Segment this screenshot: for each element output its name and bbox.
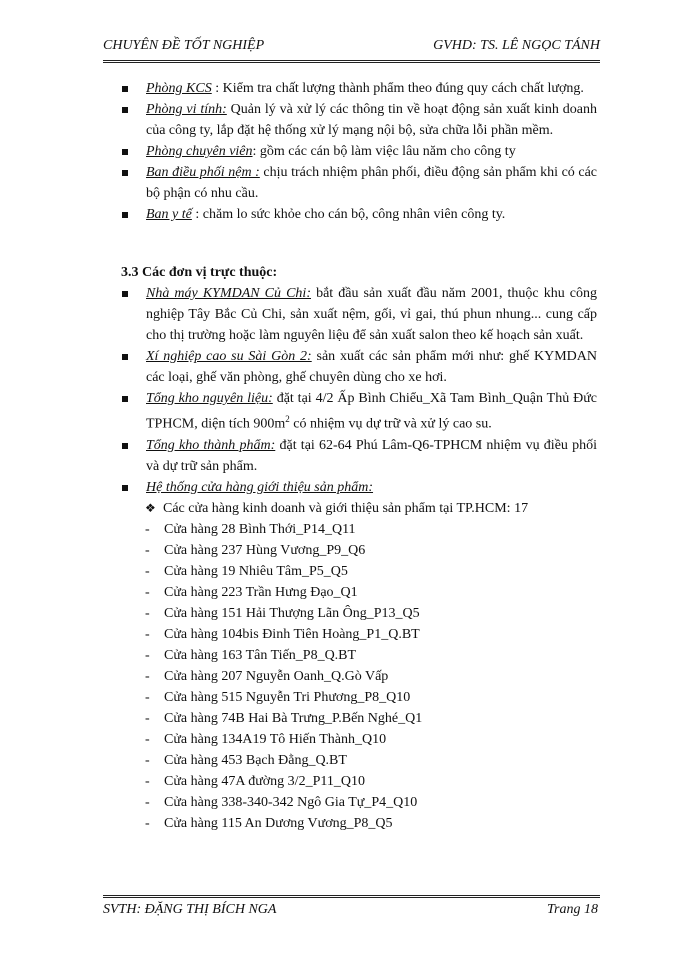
square-bullet-icon	[122, 86, 128, 92]
dash-bullet-icon: -	[145, 689, 150, 705]
list-item	[121, 561, 597, 582]
dash-bullet-icon: -	[145, 584, 150, 600]
bullet-text: đặt tại 62-64 Phú Lâm-Q6-TPHCM nhiệm vụ điều phối và dự trữ sản phẩm.	[146, 437, 598, 474]
department-list	[121, 78, 597, 225]
list-item	[121, 603, 597, 624]
footer-rule	[103, 895, 600, 898]
bullet-item-vi-tinh	[121, 99, 597, 141]
bullet-text: bắt đầu sản xuất đầu năm 2001, thuộc khu công nghiệp Tây Bắc Củ Chi, sản xuất nệm, gối, vỉ gai, thú phun nhung... cung cấp cho thị trường hoặc làm nguyên liệu để sản xuất salon theo kế hoạch sản xuất.	[146, 286, 597, 343]
dash-bullet-icon: -	[145, 542, 150, 558]
bullet-title: Ban điều phối nệm :	[146, 165, 260, 180]
list-item	[121, 624, 597, 645]
store-text: Cửa hàng 151 Hải Thượng Lãn Ông_P13_Q5	[164, 605, 420, 621]
list-item	[121, 687, 597, 708]
square-bullet-icon	[122, 149, 128, 155]
store-text: Cửa hàng 28 Bình Thới_P14_Q11	[164, 521, 356, 537]
bullet-item-kho-nguyen-lieu	[121, 388, 597, 435]
header-left-title: CHUYÊN ĐỀ TỐT NGHIỆP	[103, 38, 265, 53]
dash-bullet-icon: -	[145, 731, 150, 747]
bullet-item-nha-may	[121, 283, 597, 346]
bullet-text: Kiểm tra chất lượng thành phẩm theo đúng quy cách chất lượng.	[222, 81, 584, 96]
bullet-title: Ban y tế	[146, 207, 192, 222]
store-text: Cửa hàng 207 Nguyễn Oanh_Q.Gò Vấp	[164, 668, 389, 684]
dash-bullet-icon: -	[145, 815, 150, 831]
unit-list	[121, 283, 597, 834]
list-item	[121, 519, 597, 540]
bullet-title: Xí nghiệp cao su Sài Gòn 2:	[146, 349, 312, 364]
dash-bullet-icon: -	[145, 563, 150, 579]
store-text: Cửa hàng 163 Tân Tiến_P8_Q.BT	[164, 647, 357, 663]
store-text: Cửa hàng 223 Trần Hưng Đạo_Q1	[164, 584, 358, 600]
store-text: Cửa hàng 134A19 Tô Hiến Thành_Q10	[164, 731, 387, 747]
store-text: Cửa hàng 115 An Dương Vương_P8_Q5	[164, 815, 393, 831]
list-item	[121, 645, 597, 666]
list-item	[121, 792, 597, 813]
list-item	[121, 750, 597, 771]
square-bullet-icon	[122, 107, 128, 113]
list-item	[121, 708, 597, 729]
square-bullet-icon	[122, 485, 128, 491]
bullet-title: Phòng vi tính:	[146, 102, 227, 117]
header-rule	[103, 60, 600, 63]
list-item	[121, 813, 597, 834]
store-text: Cửa hàng 104bis Đinh Tiên Hoàng_P1_Q.BT	[164, 626, 420, 642]
bullet-sep: :	[191, 207, 203, 222]
square-bullet-icon	[122, 443, 128, 449]
dash-bullet-icon: -	[145, 752, 150, 768]
square-bullet-icon	[122, 291, 128, 297]
dash-bullet-icon: -	[145, 794, 150, 810]
store-text: Cửa hàng 338-340-342 Ngô Gia Tự_P4_Q10	[164, 794, 418, 810]
dash-bullet-icon: -	[145, 668, 150, 684]
bullet-title: Phòng chuyên viên	[146, 144, 253, 159]
bullet-sep: :	[252, 144, 260, 159]
bullet-item-cua-hang	[121, 477, 597, 498]
square-bullet-icon	[122, 354, 128, 360]
store-text: Cửa hàng 453 Bạch Đằng_Q.BT	[164, 752, 347, 768]
bullet-title: Nhà máy KYMDAN Củ Chi:	[146, 286, 311, 301]
page-body	[121, 78, 597, 834]
bullet-item-dieu-phoi	[121, 162, 597, 204]
bullet-sep: :	[211, 81, 223, 96]
store-text: Cửa hàng 515 Nguyễn Tri Phương_P8_Q10	[164, 689, 411, 705]
page-header	[103, 38, 600, 54]
bullet-item-chuyen-vien	[121, 141, 597, 162]
square-bullet-icon	[122, 212, 128, 218]
dash-bullet-icon: -	[145, 521, 150, 537]
bullet-text: Quản lý và xử lý các thông tin về hoạt động sản xuất kinh doanh của công ty, lắp đặt hệ thống xử lý mạng nội bộ, sửa chữa lỗi phần mềm.	[146, 102, 598, 138]
store-text: Cửa hàng 19 Nhiêu Tâm_P5_Q5	[164, 563, 348, 579]
page-footer	[103, 902, 600, 918]
bullet-title: Tổng kho nguyên liệu:	[146, 391, 273, 406]
bullet-item-kho-thanh-pham	[121, 435, 597, 477]
bullet-item-kcs	[121, 78, 597, 99]
square-bullet-icon	[122, 170, 128, 176]
dash-bullet-icon: -	[145, 605, 150, 621]
bullet-text: sản xuất các sản phẩm mới như: ghế KYMDAN các loại, ghế văn phòng, ghế chuyên dùng cho xe hơi.	[146, 349, 598, 385]
bullet-title: Phòng KCS	[146, 81, 212, 96]
list-item	[121, 771, 597, 792]
dash-bullet-icon: -	[145, 626, 150, 642]
bullet-text: chăm lo sức khỏe cho cán bộ, công nhân viên công ty.	[202, 207, 506, 222]
diamond-bullet-icon: ❖	[145, 500, 156, 515]
list-item	[121, 582, 597, 603]
store-list	[121, 519, 597, 834]
list-item	[121, 729, 597, 750]
bullet-item-xi-nghiep	[121, 346, 597, 388]
list-item	[121, 666, 597, 687]
dash-bullet-icon: -	[145, 647, 150, 663]
footer-author: SVTH: ĐẶNG THỊ BÍCH NGA	[103, 902, 277, 917]
page-number: Trang 18	[547, 902, 598, 917]
store-text: Cửa hàng 237 Hùng Vương_P9_Q6	[164, 542, 366, 558]
bullet-title: Hệ thống cửa hàng giới thiệu sản phẩm:	[146, 479, 374, 495]
bullet-title: Tổng kho thành phẩm:	[146, 437, 276, 453]
list-item	[121, 540, 597, 561]
bullet-item-y-te	[121, 204, 597, 225]
bullet-text-after: có nhiệm vụ dự trữ và xử lý cao su.	[289, 416, 492, 432]
stores-intro-text: Các cửa hàng kinh doanh và giới thiệu sản phẩm tại TP.HCM: 17	[163, 500, 529, 516]
store-text: Cửa hàng 47A đường 3/2_P11_Q10	[164, 773, 365, 789]
bullet-text: chịu trách nhiệm phân phối, điều động sản phẩm khi có các bộ phận có nhu cầu.	[146, 165, 598, 201]
square-bullet-icon	[122, 396, 128, 402]
store-text: Cửa hàng 74B Hai Bà Trưng_P.Bến Nghé_Q1	[164, 710, 423, 726]
superscript: 2	[285, 414, 290, 424]
bullet-text: gồm các cán bộ làm việc lâu năm cho công ty	[259, 144, 516, 159]
dash-bullet-icon: -	[145, 710, 150, 726]
section-heading: 3.3 Các đơn vị trực thuộc:	[121, 265, 278, 280]
bullet-text: đặt tại 4/2 Ấp Bình Chiểu_Xã Tam Bình_Quận Thủ Đức TPHCM, diện tích 900m	[146, 391, 598, 432]
dash-bullet-icon: -	[145, 773, 150, 789]
stores-intro	[121, 498, 597, 519]
header-right-advisor: GVHD: TS. LÊ NGỌC TÁNH	[433, 38, 600, 53]
